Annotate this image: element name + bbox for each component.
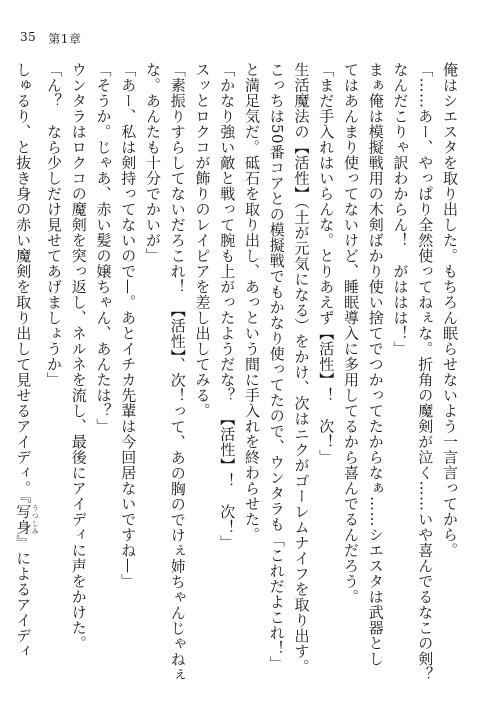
text-line: と満足気だ。砥石を取り出し、あっという間に手入れを終わらせた。 bbox=[243, 62, 261, 543]
text-line: 「……あー、やっぱり全然使ってねぇな。折角の魔剣が泣く……いや喜んでるなこの剣？ bbox=[416, 62, 435, 682]
text-line: 「まだ手入れはいらんな。とりあえず【活性】！ 次！」 bbox=[317, 62, 336, 465]
page-body bbox=[14, 62, 460, 683]
text-line: 「素振りすらしてないだろこれ！ 【活性】、次！って、あの胸のでけぇ姉ちゃんじゃねぇ bbox=[168, 62, 187, 683]
text-line: な。あんたも十分でかいが」 bbox=[144, 62, 162, 264]
text-line: 「ん？ なら少しだけ見せてあげましょうか」 bbox=[45, 62, 63, 388]
text-line: まぁ俺は模擬戦用の木剣ばかり使い捨てでつかってたからなぁ……シエスタは武器とし bbox=[366, 62, 385, 667]
text-line: てはあんまり使ってないけど、睡眠導入に多用してるから喜んでるんだろう。 bbox=[342, 62, 360, 605]
text-line: 生活魔法の【活性】（土が元気になる）をかけ、次はニクがゴーレムナイフを取り出す。 bbox=[292, 62, 311, 675]
text-line: 「あー、私は剣持ってないので—。あとイチカ先輩は今回居ないですね—」 bbox=[119, 62, 138, 589]
chapter-title: 第1章 bbox=[48, 32, 82, 46]
page-number: 35 bbox=[20, 30, 37, 44]
text-line: 「そうか。じゃあ、赤い髪の嬢ちゃん、あんたは？」 bbox=[94, 62, 113, 434]
text-line: 俺はシエスタを取り出した。もちろん眠らせないよう一言言ってから。 bbox=[441, 62, 459, 558]
text-line: ウンタラはロクコの魔剣を突っ返し、ネルネを流し、最後にアイディに声をかけた。 bbox=[69, 62, 88, 651]
text-line: スッとロクコが飾りのレイピアを差し出してみる。 bbox=[193, 62, 212, 419]
ruby-annotation: 写身 うつしみ bbox=[14, 504, 40, 535]
text-line-with-ruby: しゅるり、と抜き身の赤い魔剣を取り出して見せるアイディ。『写身 うつしみ』によるアイディ bbox=[14, 62, 40, 659]
ruby-reading: うつしみ bbox=[31, 504, 40, 535]
text-line: こっちは50番コアとの模擬戦でもかなり使ってたので、ウンタラも「これだよこれ！」 bbox=[267, 62, 286, 672]
text-line: なんだこりゃ訳わからん！ がははは！」 bbox=[391, 62, 410, 357]
text-line: 「かなり強い敵と戦って腕も上がったようだな？ 【活性】！ 次！」 bbox=[218, 62, 237, 551]
page-header bbox=[20, 30, 81, 47]
